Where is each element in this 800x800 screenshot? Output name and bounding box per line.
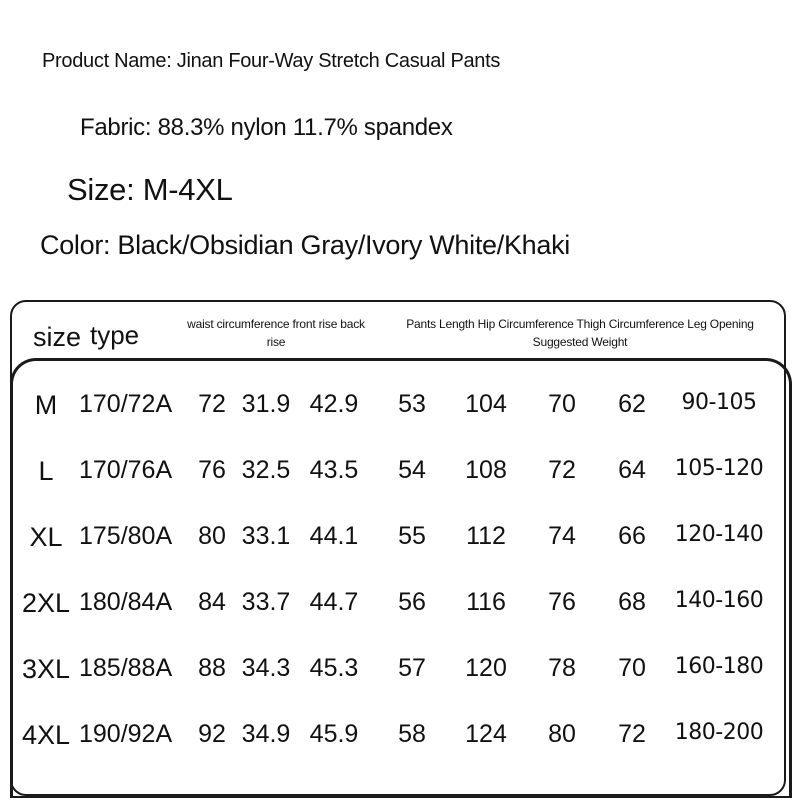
cell-leg-opening: 70 xyxy=(618,654,646,682)
cell-waist: 72 xyxy=(198,390,226,418)
cell-size: 2XL xyxy=(21,588,71,618)
cell-waist: 76 xyxy=(198,456,226,484)
cell-waist: 80 xyxy=(198,522,226,550)
cell-back-rise: 43.5 xyxy=(309,456,359,484)
cell-leg-opening: 66 xyxy=(618,522,646,550)
cell-hip: 124 xyxy=(465,720,507,748)
cell-front-rise: 34.9 xyxy=(241,720,291,748)
cell-waist: 92 xyxy=(198,720,226,748)
cell-leg-opening: 68 xyxy=(618,588,646,616)
cell-back-rise: 44.1 xyxy=(309,522,359,550)
cell-type: 190/92A xyxy=(79,720,173,748)
cell-type: 170/76A xyxy=(79,456,173,484)
cell-size: 4XL xyxy=(21,720,71,750)
cell-type: 180/84A xyxy=(79,588,173,616)
cell-suggested-weight: 180-200 xyxy=(674,720,764,745)
cell-type: 185/88A xyxy=(79,654,173,682)
cell-size: L xyxy=(38,456,54,486)
cell-type: 175/80A xyxy=(79,522,173,550)
cell-pants-length: 58 xyxy=(398,720,426,748)
cell-size: M xyxy=(34,390,58,420)
cell-suggested-weight: 90-105 xyxy=(681,390,757,415)
cell-pants-length: 57 xyxy=(398,654,426,682)
cell-thigh: 70 xyxy=(548,390,576,418)
cell-type: 170/72A xyxy=(79,390,173,418)
cell-leg-opening: 64 xyxy=(618,456,646,484)
cell-back-rise: 44.7 xyxy=(309,588,359,616)
cell-thigh: 80 xyxy=(548,720,576,748)
cell-back-rise: 42.9 xyxy=(309,390,359,418)
product-name-text: Product Name: Jinan Four-Way Stretch Casual Pants xyxy=(42,50,501,72)
cell-thigh: 74 xyxy=(548,522,576,550)
header-type: type xyxy=(90,320,140,350)
cell-leg-opening: 72 xyxy=(618,720,646,748)
cell-leg-opening: 62 xyxy=(618,390,646,418)
cell-front-rise: 33.1 xyxy=(241,522,291,550)
cell-hip: 108 xyxy=(465,456,507,484)
cell-hip: 116 xyxy=(466,588,506,616)
cell-suggested-weight: 120-140 xyxy=(674,522,764,547)
cell-front-rise: 31.9 xyxy=(241,390,291,418)
cell-pants-length: 54 xyxy=(398,456,426,484)
size-range-text: Size: M-4XL xyxy=(67,172,233,207)
header-size: size xyxy=(33,322,82,352)
header-waist-rise: waist circumference front rise back rise xyxy=(187,317,365,349)
cell-suggested-weight: 140-160 xyxy=(674,588,764,613)
cell-pants-length: 55 xyxy=(398,522,426,550)
cell-hip: 104 xyxy=(465,390,507,418)
cell-thigh: 78 xyxy=(548,654,576,682)
cell-front-rise: 32.5 xyxy=(241,456,291,484)
cell-suggested-weight: 105-120 xyxy=(674,456,764,481)
header-measurements: Pants Length Hip Circumference Thigh Circumference Leg Opening Suggested Weight xyxy=(406,317,754,349)
cell-size: 3XL xyxy=(21,654,71,684)
cell-front-rise: 34.3 xyxy=(241,654,291,682)
cell-thigh: 76 xyxy=(548,588,576,616)
cell-size: XL xyxy=(29,522,63,552)
cell-hip: 112 xyxy=(466,522,506,550)
cell-thigh: 72 xyxy=(548,456,576,484)
cell-back-rise: 45.9 xyxy=(309,720,359,748)
cell-waist: 84 xyxy=(198,588,226,616)
cell-front-rise: 33.7 xyxy=(241,588,291,616)
cell-back-rise: 45.3 xyxy=(309,654,359,682)
cell-waist: 88 xyxy=(198,654,226,682)
color-text: Color: Black/Obsidian Gray/Ivory White/Khaki xyxy=(40,230,570,260)
cell-suggested-weight: 160-180 xyxy=(674,654,764,679)
cell-pants-length: 56 xyxy=(398,588,426,616)
fabric-text: Fabric: 88.3% nylon 11.7% spandex xyxy=(80,114,453,141)
cell-pants-length: 53 xyxy=(398,390,426,418)
cell-hip: 120 xyxy=(465,654,507,682)
